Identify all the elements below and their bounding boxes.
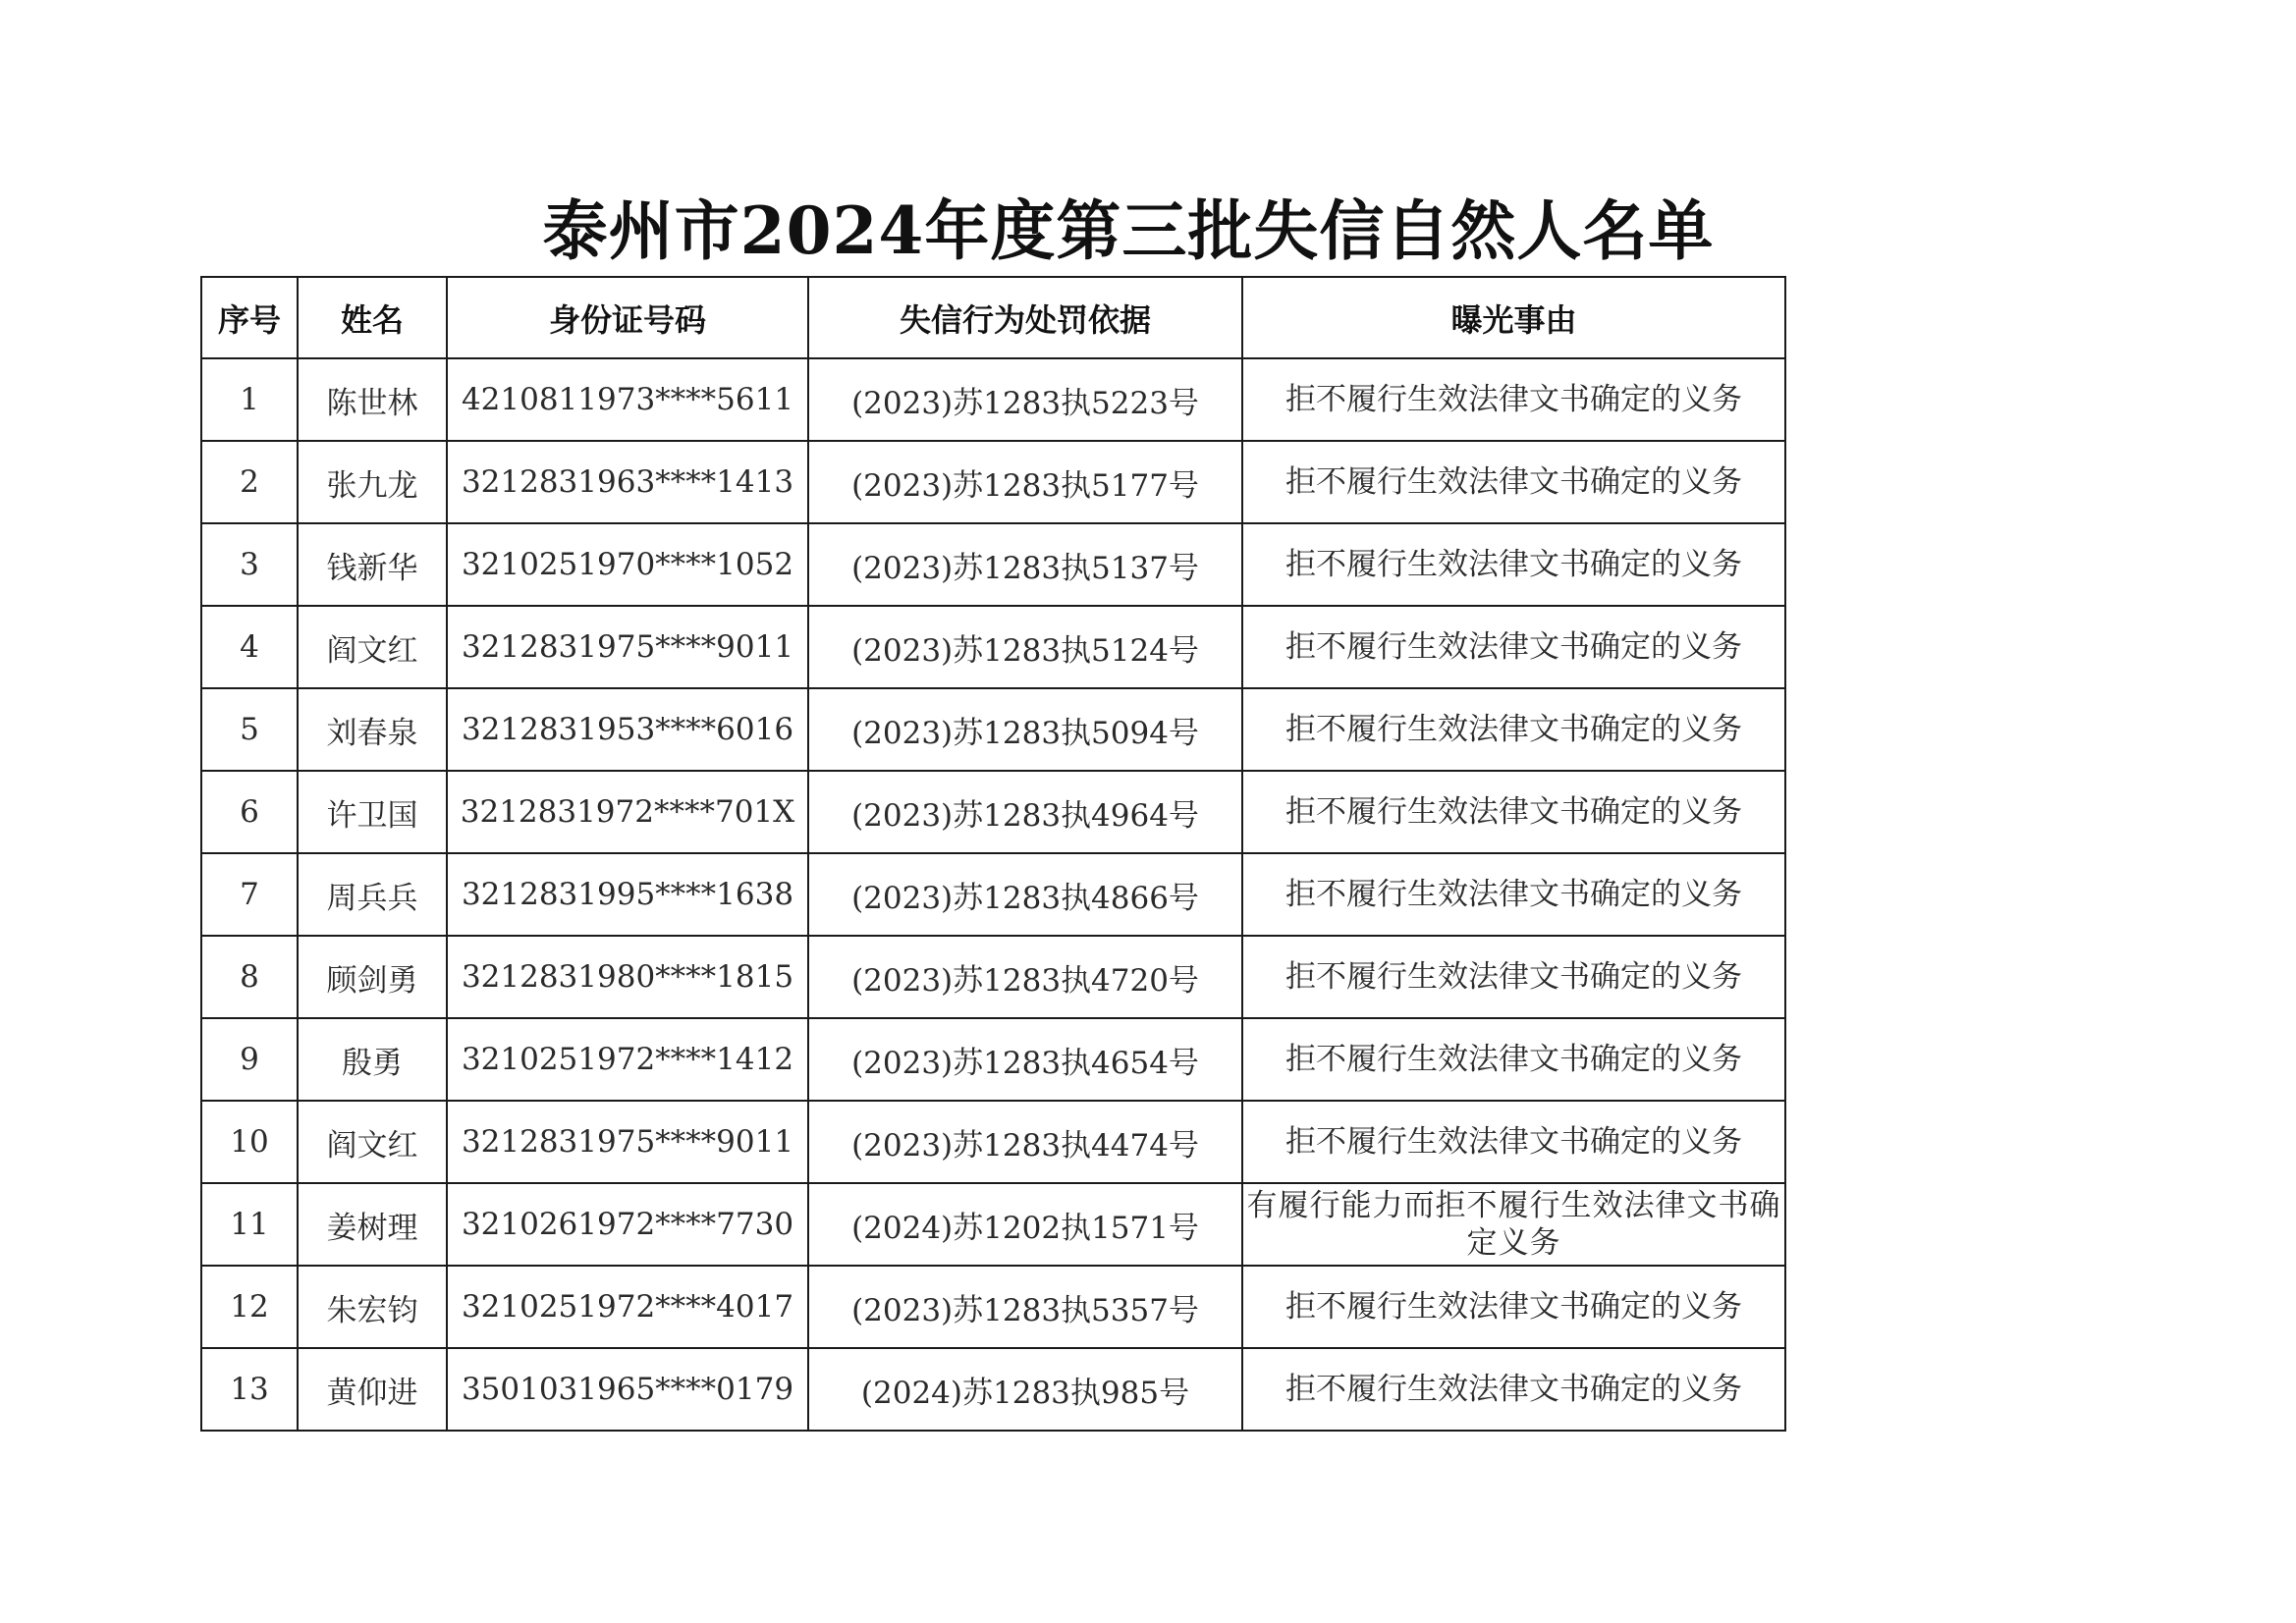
- cell-basis: (2023)苏1283执4866号: [808, 853, 1242, 936]
- table-row: [201, 523, 1785, 606]
- cell-no: 2: [201, 441, 298, 523]
- cell-basis: (2024)苏1283执985号: [808, 1348, 1242, 1431]
- cell-id: 3210251972****4017: [447, 1266, 808, 1348]
- cell-no: 8: [201, 936, 298, 1018]
- cell-reason: 拒不履行生效法律文书确定的义务: [1242, 1101, 1785, 1183]
- cell-id: 3210251970****1052: [447, 523, 808, 606]
- table-row: [201, 1266, 1785, 1348]
- cell-name: 张九龙: [298, 441, 447, 523]
- cell-no: 10: [201, 1101, 298, 1183]
- cell-basis: (2023)苏1283执4654号: [808, 1018, 1242, 1101]
- header-reason: 曝光事由: [1242, 277, 1785, 358]
- cell-no: 9: [201, 1018, 298, 1101]
- cell-basis: (2023)苏1283执5137号: [808, 523, 1242, 606]
- cell-name: 朱宏钧: [298, 1266, 447, 1348]
- header-no: 序号: [201, 277, 298, 358]
- cell-name: 钱新华: [298, 523, 447, 606]
- cell-reason: 拒不履行生效法律文书确定的义务: [1242, 936, 1785, 1018]
- cell-basis: (2023)苏1283执4720号: [808, 936, 1242, 1018]
- cell-name: 陈世林: [298, 358, 447, 441]
- cell-name: 顾剑勇: [298, 936, 447, 1018]
- cell-name: 殷勇: [298, 1018, 447, 1101]
- cell-no: 1: [201, 358, 298, 441]
- cell-no: 12: [201, 1266, 298, 1348]
- cell-reason: 拒不履行生效法律文书确定的义务: [1242, 606, 1785, 688]
- cell-name: 姜树理: [298, 1183, 447, 1266]
- cell-id: 3212831980****1815: [447, 936, 808, 1018]
- table-row: [201, 1348, 1785, 1431]
- cell-name: 周兵兵: [298, 853, 447, 936]
- cell-id: 3212831953****6016: [447, 688, 808, 771]
- table-row: [201, 936, 1785, 1018]
- cell-reason: 拒不履行生效法律文书确定的义务: [1242, 771, 1785, 853]
- cell-reason: 拒不履行生效法律文书确定的义务: [1242, 1266, 1785, 1348]
- cell-id: 3212831995****1638: [447, 853, 808, 936]
- cell-id: 3212831972****701X: [447, 771, 808, 853]
- page-title: 泰州市2024年度第三批失信自然人名单: [542, 192, 1715, 269]
- header-basis: 失信行为处罚依据: [808, 277, 1242, 358]
- table-row: [201, 1183, 1785, 1266]
- cell-id: 4210811973****5611: [447, 358, 808, 441]
- table-row: [201, 441, 1785, 523]
- cell-reason: 拒不履行生效法律文书确定的义务: [1242, 441, 1785, 523]
- header-name: 姓名: [298, 277, 447, 358]
- cell-basis: (2023)苏1283执5357号: [808, 1266, 1242, 1348]
- cell-name: 阎文红: [298, 606, 447, 688]
- table-row: [201, 853, 1785, 936]
- cell-id: 3210251972****1412: [447, 1018, 808, 1101]
- cell-reason: 拒不履行生效法律文书确定的义务: [1242, 688, 1785, 771]
- cell-name: 许卫国: [298, 771, 447, 853]
- cell-id: 3501031965****0179: [447, 1348, 808, 1431]
- cell-name: 阎文红: [298, 1101, 447, 1183]
- cell-reason: 拒不履行生效法律文书确定的义务: [1242, 1018, 1785, 1101]
- cell-basis: (2024)苏1202执1571号: [808, 1183, 1242, 1266]
- cell-id: 3212831963****1413: [447, 441, 808, 523]
- table-row: [201, 771, 1785, 853]
- cell-basis: (2023)苏1283执4964号: [808, 771, 1242, 853]
- cell-no: 11: [201, 1183, 298, 1266]
- table-row: [201, 358, 1785, 441]
- cell-no: 5: [201, 688, 298, 771]
- cell-name: 刘春泉: [298, 688, 447, 771]
- cell-basis: (2023)苏1283执5223号: [808, 358, 1242, 441]
- cell-reason: 拒不履行生效法律文书确定的义务: [1242, 853, 1785, 936]
- cell-basis: (2023)苏1283执4474号: [808, 1101, 1242, 1183]
- blacklist-table: [200, 276, 1786, 1432]
- cell-no: 4: [201, 606, 298, 688]
- cell-id: 3210261972****7730: [447, 1183, 808, 1266]
- table-row: [201, 1018, 1785, 1101]
- cell-no: 6: [201, 771, 298, 853]
- cell-reason: 拒不履行生效法律文书确定的义务: [1242, 358, 1785, 441]
- table-row: [201, 606, 1785, 688]
- table-header-row: [201, 277, 1785, 358]
- cell-no: 13: [201, 1348, 298, 1431]
- cell-basis: (2023)苏1283执5124号: [808, 606, 1242, 688]
- cell-no: 7: [201, 853, 298, 936]
- cell-reason: 有履行能力而拒不履行生效法律文书确定义务: [1242, 1183, 1785, 1266]
- cell-reason: 拒不履行生效法律文书确定的义务: [1242, 1348, 1785, 1431]
- cell-basis: (2023)苏1283执5094号: [808, 688, 1242, 771]
- table-row: [201, 1101, 1785, 1183]
- cell-id: 3212831975****9011: [447, 606, 808, 688]
- cell-id: 3212831975****9011: [447, 1101, 808, 1183]
- header-id: 身份证号码: [447, 277, 808, 358]
- cell-basis: (2023)苏1283执5177号: [808, 441, 1242, 523]
- cell-reason: 拒不履行生效法律文书确定的义务: [1242, 523, 1785, 606]
- table-row: [201, 688, 1785, 771]
- cell-no: 3: [201, 523, 298, 606]
- cell-name: 黄仰进: [298, 1348, 447, 1431]
